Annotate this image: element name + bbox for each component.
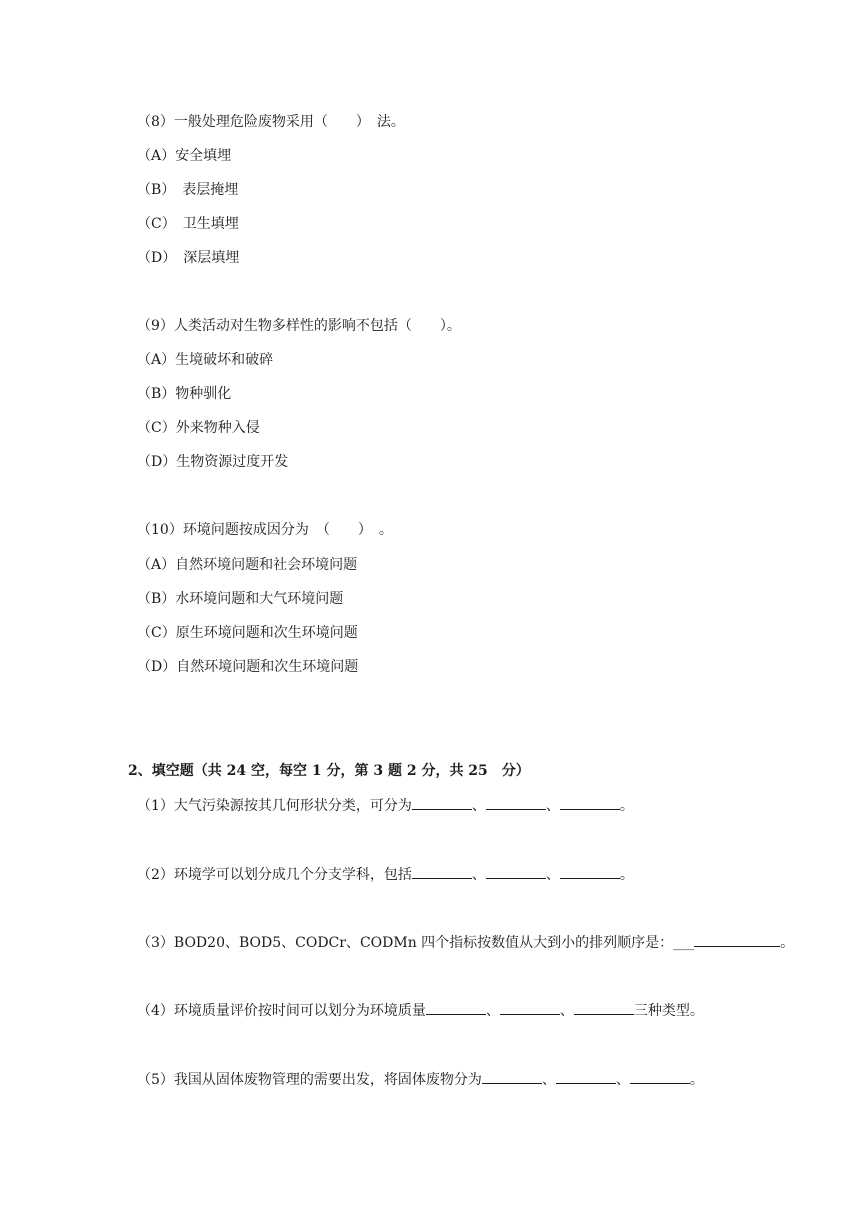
fill-q2 <box>137 864 634 885</box>
q8-option-d: （D） 深层填埋 <box>137 250 240 266</box>
answer-blank <box>560 864 620 879</box>
answer-blank <box>630 1069 690 1084</box>
q10-option-d: （D）自然环境问题和次生环境问题 <box>137 659 359 675</box>
q10-option-b: （B）水环境问题和大气环境问题 <box>137 591 344 607</box>
answer-blank <box>486 864 546 879</box>
fill-q3-text: （3）BOD20、BOD5、CODCr、CODMn 四个指标按数值从大到小的排列顺序是：___ <box>137 935 695 951</box>
end-mark: 。 <box>689 1072 704 1088</box>
answer-blank <box>556 1069 616 1084</box>
answer-blank <box>412 864 472 879</box>
fill-q4-suffix: 三种类型。 <box>633 1003 704 1019</box>
q9-option-c: （C）外来物种入侵 <box>137 420 260 436</box>
fill-q1-text: （1）大气污染源按其几何形状分类，可分为 <box>137 798 412 814</box>
q8-stem: （8）一般处理危险废物采用（ ） 法。 <box>137 114 405 130</box>
fill-q5 <box>137 1069 704 1090</box>
fill-q4 <box>137 1000 704 1021</box>
q9-option-b: （B）物种驯化 <box>137 386 232 402</box>
fill-q1 <box>137 795 634 816</box>
fill-section-heading: 2、填空题（共 24 空，每空 1 分，第 3 题 2 分，共 25 分） <box>128 763 530 779</box>
end-mark: 。 <box>780 935 795 951</box>
fill-q5-text: （5）我国从固体废物管理的需要出发，将固体废物分为 <box>137 1072 482 1088</box>
q9-option-a: （A）生境破坏和破碎 <box>137 352 274 368</box>
q9-stem: （9）人类活动对生物多样性的影响不包括（ ）。 <box>137 318 461 334</box>
end-mark: 。 <box>619 867 634 883</box>
separator: 、 <box>545 867 560 883</box>
separator: 、 <box>615 1072 630 1088</box>
separator: 、 <box>545 798 560 814</box>
q9-option-d: （D）生物资源过度开发 <box>137 454 289 470</box>
answer-blank <box>694 932 780 947</box>
q8-option-a: （A）安全填埋 <box>137 148 232 164</box>
fill-q2-text: （2）环境学可以划分成几个分支学科，包括 <box>137 867 412 883</box>
q10-option-a: （A）自然环境问题和社会环境问题 <box>137 557 358 573</box>
answer-blank <box>560 795 620 810</box>
end-mark: 。 <box>619 798 634 814</box>
answer-blank <box>500 1000 560 1015</box>
answer-blank <box>574 1000 634 1015</box>
separator: 、 <box>541 1072 556 1088</box>
answer-blank <box>482 1069 542 1084</box>
answer-blank <box>486 795 546 810</box>
answer-blank <box>412 795 472 810</box>
q10-option-c: （C）原生环境问题和次生环境问题 <box>137 625 358 641</box>
fill-q3 <box>137 932 794 953</box>
separator: 、 <box>485 1003 500 1019</box>
q8-option-c: （C） 卫生填埋 <box>137 216 239 232</box>
q10-stem: （10）环境问题按成因分为 （ ） 。 <box>137 522 393 538</box>
fill-q4-text: （4）环境质量评价按时间可以划分为环境质量 <box>137 1003 426 1019</box>
q8-option-b: （B） 表层掩埋 <box>137 182 239 198</box>
separator: 、 <box>559 1003 574 1019</box>
answer-blank <box>426 1000 486 1015</box>
separator: 、 <box>471 798 486 814</box>
separator: 、 <box>471 867 486 883</box>
